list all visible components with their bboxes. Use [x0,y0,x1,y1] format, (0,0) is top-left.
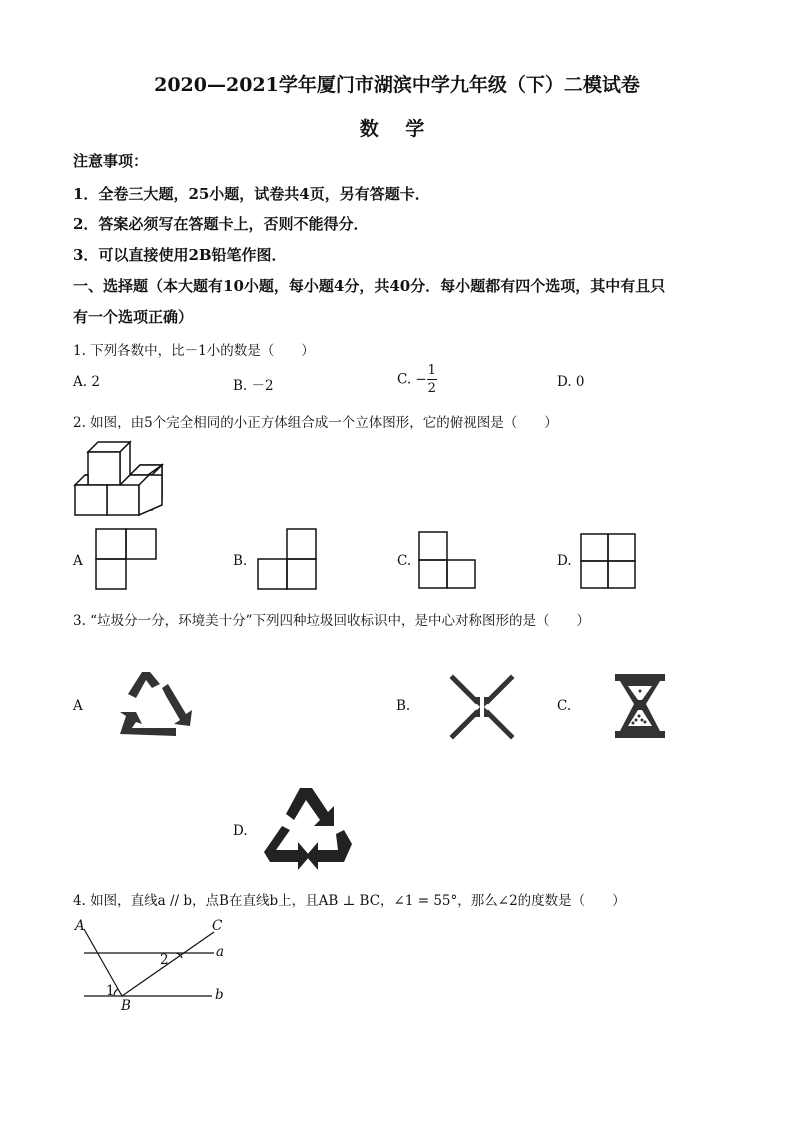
notice-item-3: 3．可以直接使用2B铅笔作图． [73,246,287,264]
q3-option-d: D. [233,823,248,839]
section-heading-line2: 有一个选项正确） [73,308,194,326]
label-angle-1: 1 [106,983,115,999]
q1-option-d: D. 0 [557,374,585,390]
q2-option-d: D. [557,553,572,569]
question-1-text: 1. 下列各数中，比－1小的数是（ ） [73,343,315,359]
question-3-text: 3. “垃圾分一分，环境美十分”下列四种垃圾回收标识中，是中心对称图形的是（ ） [73,613,590,629]
label-point-a: A [75,918,85,934]
q1-option-a: A. 2 [73,374,100,390]
fraction-numerator: 1 [427,363,436,378]
q2-option-a: A [73,553,83,569]
notice-item-2: 2．答案必须写在答题卡上，否则不能得分． [73,215,369,233]
question-2-text: 2. 如图，由5个完全相同的小正方体组合成一个立体图形，它的俯视图是（ ） [73,415,558,431]
q2-option-b: B. [233,553,248,569]
label-line-a: a [216,944,225,960]
label-point-c: C [212,918,223,934]
label-point-b: B [121,998,131,1014]
fraction-denominator: 2 [427,381,436,396]
q2-option-c: C. [397,553,412,569]
q3-option-a: A [73,698,83,714]
question-4-text: 4. 如图，直线a // b，点B在直线b上，且AB ⊥ BC，∠1 = 55°，那么∠2的度数是（ ） [73,893,626,909]
q3-option-c: C. [557,698,572,714]
label-line-b: b [215,987,224,1003]
notice-heading: 注意事项： [73,152,149,170]
section-heading-line1: 一、选择题（本大题有10小题，每小题4分，共40分．每小题都有四个选项，其中有且只 [73,277,666,295]
q1-option-b: B. －2 [233,378,274,394]
notice-item-1: 1．全卷三大题，25小题，试卷共4页，另有答题卡． [73,185,430,203]
q3-option-b: B. [396,698,411,714]
label-angle-2: 2 [160,952,169,968]
subject-title: 数 学 [359,118,435,140]
q1-option-c-prefix: C. − [397,371,427,388]
exam-title: 2020—2021学年厦门市湖滨中学九年级（下）二模试卷 [154,74,640,96]
